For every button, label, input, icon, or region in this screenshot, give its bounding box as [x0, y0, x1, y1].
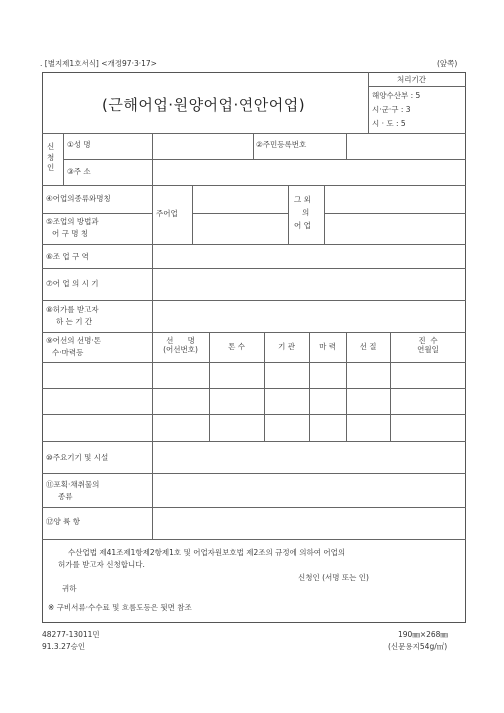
recipient-label: 귀하 — [62, 584, 77, 593]
approval-date: 91.3.27승인 — [42, 642, 86, 651]
processing-ministry: 해양수산부 : 5 — [372, 91, 421, 100]
vessel-label-line2: 수·마력등 — [52, 348, 84, 357]
statement-line1: 수산업법 제41조제1항제2항제1호 및 어업자원보호법 제2조의 규정에 의하여 어업의 — [68, 548, 346, 557]
season-label: ⑦어 업 의 시 기 — [46, 279, 99, 288]
vessel-header-launch-date: 진 수 연월일 — [417, 336, 439, 354]
paper-size: 190㎜×268㎜ — [398, 630, 448, 639]
vessel-header-engine: 기 관 — [278, 342, 295, 351]
vessel-label-line1: ⑨어선의 선명·톤 — [46, 336, 101, 345]
vessel-header-hull: 선 질 — [359, 342, 377, 351]
method-label-line1: ⑤조업의 방법과 — [46, 217, 99, 226]
statement-line2: 허가를 받고자 신청합니다. — [58, 560, 145, 569]
applicant-signature-line: 신청인 (서명 또는 인) — [298, 573, 369, 582]
vessel-header-power: 마 력 — [319, 342, 336, 351]
paper-type: (신문용지54g/㎡) — [388, 642, 448, 651]
processing-label: 처리기간 — [397, 75, 426, 84]
form-code: 48277-13011민 — [42, 630, 100, 639]
applicant-section-label: 신 청 인 — [47, 142, 55, 172]
method-label-line2: 어 구 명 칭 — [52, 229, 89, 238]
address-label: ③주 소 — [67, 167, 91, 176]
page-side-label: (앞쪽) — [437, 59, 458, 68]
catch-label-line1: ⑪포획·채취물의 — [46, 480, 100, 489]
other-fishery-label-2: 의 — [302, 208, 310, 217]
fishery-type-label: ④어업의종류와명칭 — [46, 194, 111, 203]
form-reference: . [별지제1호서식] <개정97·3·17> — [40, 59, 157, 68]
vessel-header-name: 선 명 (어선번호) — [163, 336, 198, 354]
catch-label-line2: 종류 — [58, 492, 73, 501]
main-fishery-label: 주어업 — [156, 209, 178, 218]
equipment-label: ⑩주요기기 및 시설 — [46, 453, 109, 462]
period-label-line2: 하 는 기 간 — [56, 317, 93, 326]
form-title: (근해어업·원양어업·연안어업) — [102, 96, 306, 114]
name-label: ①성 명 — [67, 140, 91, 149]
period-label-line1: ⑧허가를 받고자 — [46, 305, 99, 314]
other-fishery-label-1: 그 외 — [294, 195, 311, 204]
zone-label: ⑥조 업 구 역 — [46, 252, 89, 261]
attachments-note: ※ 구비서류·수수료 및 흐름도등은 뒷면 참조 — [48, 603, 192, 612]
processing-county: 시·군·구 : 3 — [372, 105, 411, 114]
landing-port-label: ⑫양 륙 항 — [46, 517, 81, 526]
processing-province: 시 · 도 : 5 — [372, 119, 406, 128]
vessel-header-tonnage: 톤 수 — [228, 342, 245, 351]
other-fishery-label-3: 어 업 — [294, 221, 311, 230]
resident-number-label: ②주민등록번호 — [256, 140, 307, 149]
